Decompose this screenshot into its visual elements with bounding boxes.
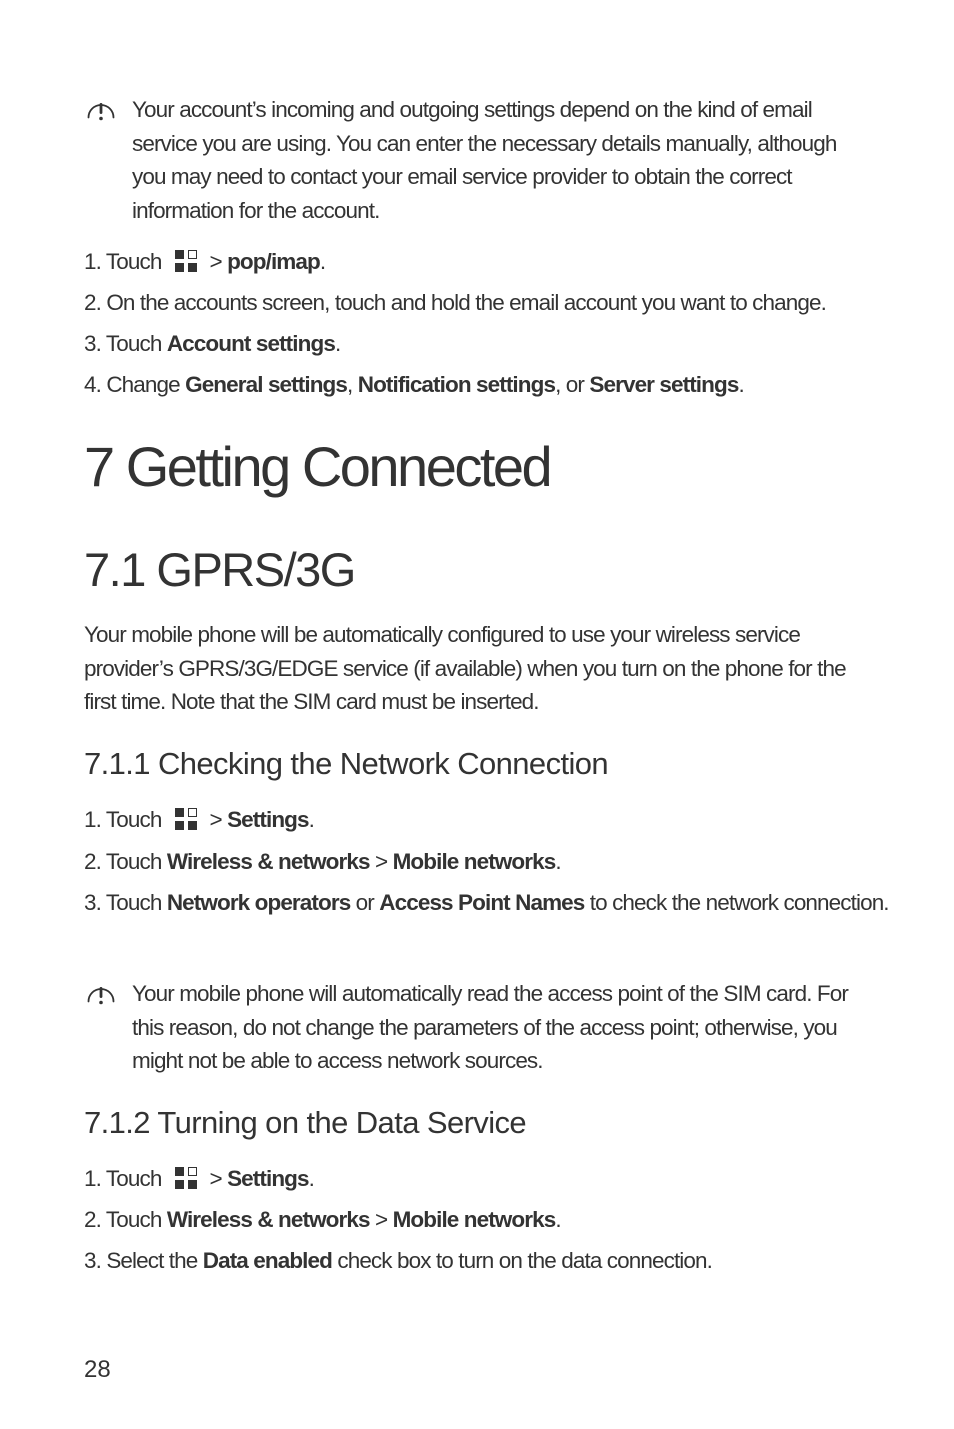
chapter-title: 7 Getting Connected — [84, 435, 551, 498]
page-number: 28 — [84, 1356, 111, 1383]
account-settings-label: Account settings — [166, 331, 335, 356]
note-text: Your account’s incoming and outgoing settings depend on the kind of email service you are using. You can enter the necessary details manually, although you may need to contact your email service provider to obtain the correct information for the account. — [132, 97, 837, 223]
application-menu-icon — [175, 1167, 199, 1189]
network-step-1: 1. Touch > Settings. — [84, 807, 314, 832]
application-menu-icon — [175, 808, 199, 830]
network-step-2: 2. Touch Wireless & networks > Mobile networks. — [84, 849, 561, 874]
data-step-3: 3. Select the Data enabled check box to turn on the data connection. — [84, 1248, 712, 1273]
section-body: Your mobile phone will be automatically configured to use your wireless service provider’s GPRS/3G/EDGE service (if available) when you turn on the phone for the first time. Note that the SIM card must be inserted. — [84, 622, 846, 715]
email-step-2: 2. On the accounts screen, touch and hold the email account you want to change. — [84, 290, 826, 315]
note-text: Your mobile phone will automatically read the access point of the SIM card. For this reason, do not change the parameters of the access point; otherwise, you might not be able to access network sources. — [132, 981, 848, 1074]
access-point-note — [84, 977, 874, 1078]
email-step-1: 1. Touch > pop/imap. — [84, 249, 326, 274]
data-step-1: 1. Touch > Settings. — [84, 1166, 314, 1191]
section-title: 7.1 GPRS/3G — [84, 543, 355, 596]
application-menu-icon — [175, 250, 199, 272]
network-step-3: 3. Touch Network operators or Access Point Names to check the network connection. — [84, 890, 889, 915]
subsection-title-7-1-1: 7.1.1 Checking the Network Connection — [84, 746, 609, 781]
attention-tip-icon — [84, 981, 118, 1007]
pop-imap-label: pop/imap — [227, 249, 320, 274]
subsection-title-7-1-2: 7.1.2 Turning on the Data Service — [84, 1105, 527, 1140]
email-settings-note — [84, 93, 874, 227]
email-step-4: 4. Change General settings, Notification settings, or Server settings. — [84, 372, 744, 397]
data-step-2: 2. Touch Wireless & networks > Mobile networks. — [84, 1207, 561, 1232]
email-step-3: 3. Touch Account settings. — [84, 331, 341, 356]
attention-tip-icon — [84, 97, 118, 123]
